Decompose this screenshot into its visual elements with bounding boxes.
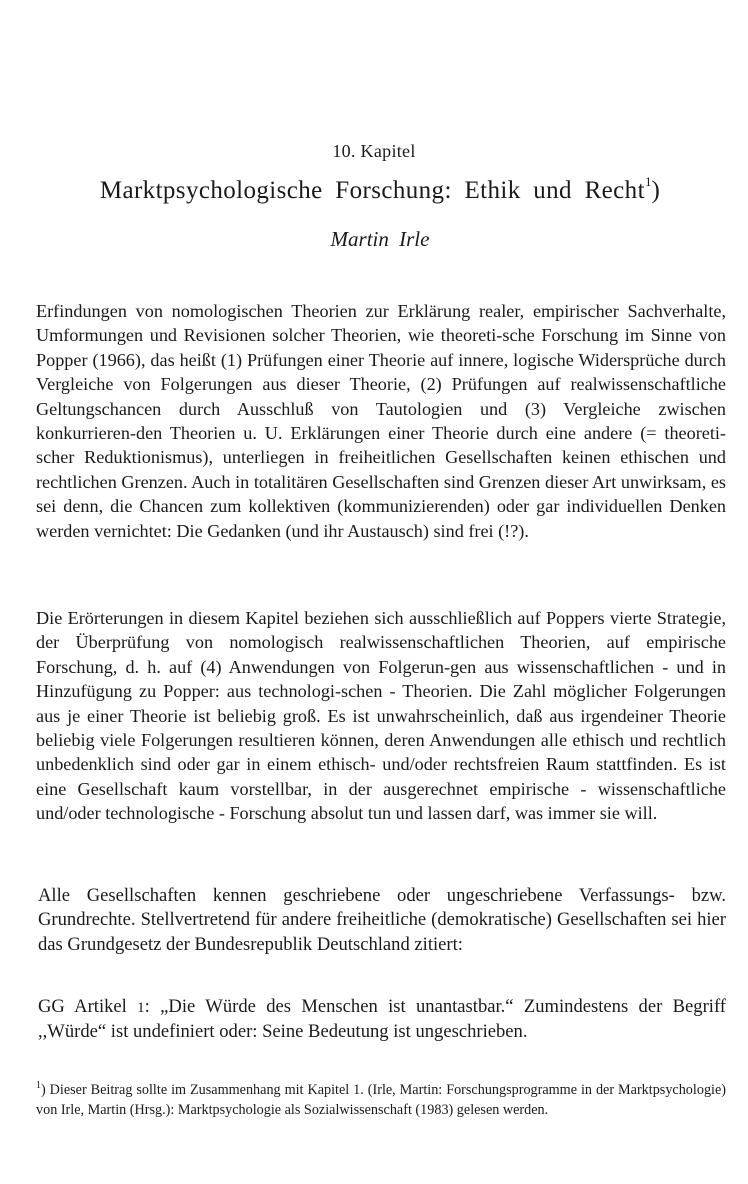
footnote-mark: 1 xyxy=(36,1080,41,1091)
chapter-title xyxy=(0,174,748,205)
title-close-paren: ) xyxy=(651,177,661,204)
footnote xyxy=(36,1076,726,1120)
chapter-title-text: Marktpsychologische Forschung: Ethik und Recht xyxy=(99,177,645,204)
gg-article-prefix: GG Artikel xyxy=(38,996,138,1017)
gg-article-number: 1 xyxy=(137,1000,145,1016)
author-name: Martin Irle xyxy=(330,227,430,251)
body-paragraph-1: Erfindungen von nomologischen Theorien zur Erklärung realer, empirischer Sachverhalte, Umformungen und Revisionen solcher Theorien, wie theoreti-sche Forschung im Sinne von Popper (1966), das heißt (1) Prüfungen einer Theorie auf innere, logische Widersprüche durch Vergleiche von Folgerungen aus dieser Theorie, (2) Prüfungen auf realwissenschaftliche Geltungschancen durch Ausschluß von Tautologien und (3) Vergleiche zwischen konkurrieren-den Theorien u. U. Erklärungen einer Theorie durch eine andere (= theoreti-scher Reduktionismus), unterliegen in freiheitlichen Gesellschaften keinen ethischen und rechtlichen Grenzen. Auch in totalitären Gesellschaften sind Grenzen dieser Art unwirksam, es sei denn, die Chancen zum kollektiven (kommunizierenden) oder gar individuellen Denken werden vernichtet: Die Gedanken (und ihr Austausch) sind frei (!?). xyxy=(36,301,726,541)
body-paragraph-3: Alle Gesellschaften kennen geschriebene oder ungeschriebene Verfassungs- bzw. Grundrechte. Stellvertretend für andere freiheitliche (demokratische) Gesellschaften sei hier das Grundgesetz der Bundesrepublik Deutschland zitiert: xyxy=(38,885,726,955)
body-paragraph-4 xyxy=(38,995,726,1045)
title-footnote-mark: 1 xyxy=(644,174,652,189)
body-paragraph-2: Die Erörterungen in diesem Kapitel beziehen sich ausschließlich auf Poppers vierte Strategie, der Überprüfung von nomologisch realwissenschaftlichen Theorien, auf empirische Forschung, d. h. auf (4) Anwendungen von Folgerun-gen aus wissenschaftlichen - und in Hinzufügung zu Popper: aus technologi-schen - Theorien. Die Zahl möglicher Folgerungen aus je einer Theorie ist beliebig groß. Es ist unwahrscheinlich, daß aus irgendeiner Theorie beliebig viele Folgerungen resultieren können, deren Anwendungen alle ethisch und rechtlich unbedenklich sind oder gar in einem ethisch- und/oder rechtsfreien Raum stattfinden. Es ist eine Gesellschaft kaum vorstellbar, in der ausgerechnet empirische - wissenschaftliche und/oder technologische - Forschung absolut tun und lassen darf, was immer sie will. xyxy=(36,608,726,824)
footnote-text: ) Dieser Beitrag sollte im Zusammenhang mit Kapitel 1. (Irle, Martin: Forschungsprogramme in der Marktpsychologie) von Irle, Martin (Hrsg.): Marktpsychologie als Sozialwissenschaft (1983) gelesen werden. xyxy=(36,1082,726,1118)
chapter-label: 10. Kapitel xyxy=(332,141,416,161)
gg-article-quote: : „Die Würde des Menschen ist unantastbar.“ Zumindestens der Begriff ,,Würde“ ist undefiniert oder: Seine Bedeutung ist ungeschrieben. xyxy=(38,996,726,1043)
